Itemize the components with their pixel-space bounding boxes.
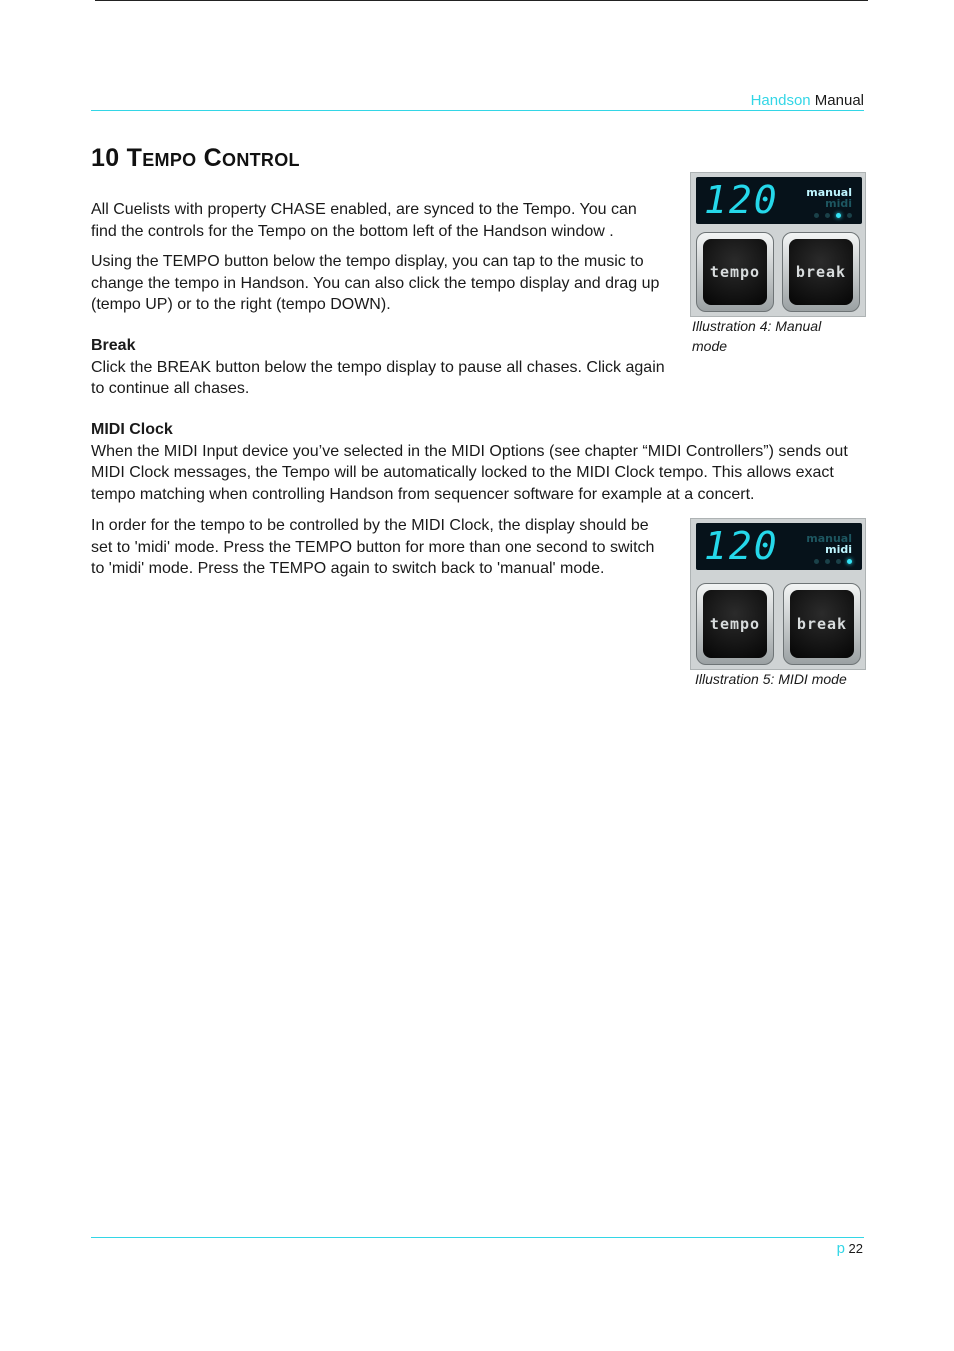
tempo-widget-midi xyxy=(690,518,866,670)
header-title: Manual xyxy=(814,92,864,109)
beat-dot xyxy=(836,559,841,564)
footer-rule xyxy=(91,1237,864,1238)
illustration-5-caption: Illustration 5: MIDI mode xyxy=(695,671,847,687)
mode-midi-label: midi xyxy=(825,197,852,210)
break-button xyxy=(783,583,861,665)
mode-midi-label: midi xyxy=(825,543,852,556)
section-heading: 10 Tempo Control xyxy=(91,144,300,172)
header-rule xyxy=(91,110,864,111)
break-body: Click the BREAK button below the tempo display to pause all chases. Click again to continue all chases. xyxy=(91,358,665,397)
break-button-label: break xyxy=(796,615,848,633)
break-button xyxy=(782,232,860,312)
tempo-widget-manual xyxy=(690,172,866,317)
beat-dot-active xyxy=(847,559,852,564)
tempo-digits: 120 xyxy=(704,178,779,222)
midi-clock-body: When the MIDI Input device you’ve selected in the MIDI Options (see chapter “MIDI Controllers”) sends out MIDI Clock messages, the Tempo will be automatically locked to the MIDI Clock tempo. This allows exact tempo matching when controlling Handson from sequencer software for example at a concert. xyxy=(91,442,848,503)
tempo-button-label: tempo xyxy=(709,263,761,281)
mode-manual-label: manual xyxy=(806,532,852,545)
page-prefix: p xyxy=(836,1240,845,1257)
paragraph-cuelists: All Cuelists with property CHASE enabled, are synced to the Tempo. You can find the controls for the Tempo on the bottom left of the Handson window . xyxy=(91,201,637,240)
tempo-display xyxy=(696,177,862,224)
illustration-4-caption: Illustration 4: Manual mode xyxy=(692,318,822,354)
tempo-button-label: tempo xyxy=(709,615,761,633)
beat-dot-active xyxy=(836,213,841,218)
page-number: 22 xyxy=(848,1241,863,1256)
page-header xyxy=(751,92,864,110)
beat-dot xyxy=(825,213,830,218)
midi-clock-subheading: MIDI Clock xyxy=(91,421,173,438)
break-button-label: break xyxy=(795,263,847,281)
top-rule xyxy=(95,0,868,1)
beat-indicator xyxy=(814,559,852,564)
midi-clock-section xyxy=(91,419,866,505)
mode-manual-label: manual xyxy=(806,186,852,199)
beat-dot xyxy=(825,559,830,564)
beat-dot xyxy=(847,213,852,218)
page-footer xyxy=(837,1241,863,1257)
paragraph-tempo-button: Using the TEMPO button below the tempo display, you can tap to the music to change the tempo in Handson. You can also click the tempo display and drag up (tempo UP) or to the right (tempo DOWN). xyxy=(91,253,660,313)
beat-dot xyxy=(814,213,819,218)
tempo-button xyxy=(696,232,774,312)
tempo-button xyxy=(696,583,774,665)
tempo-display xyxy=(696,523,862,570)
beat-dot xyxy=(814,559,819,564)
beat-indicator xyxy=(814,213,852,218)
header-brand: Handson xyxy=(750,92,811,109)
break-subheading: Break xyxy=(91,337,136,354)
paragraph-midi-mode: In order for the tempo to be controlled by the MIDI Clock, the display should be set to 'midi' mode. Press the TEMPO button for more than one second to switch to 'midi' mode. Press the TEMPO again to switch back to 'manual' mode. xyxy=(91,517,655,577)
tempo-digits: 120 xyxy=(704,524,779,568)
break-section xyxy=(91,335,666,400)
